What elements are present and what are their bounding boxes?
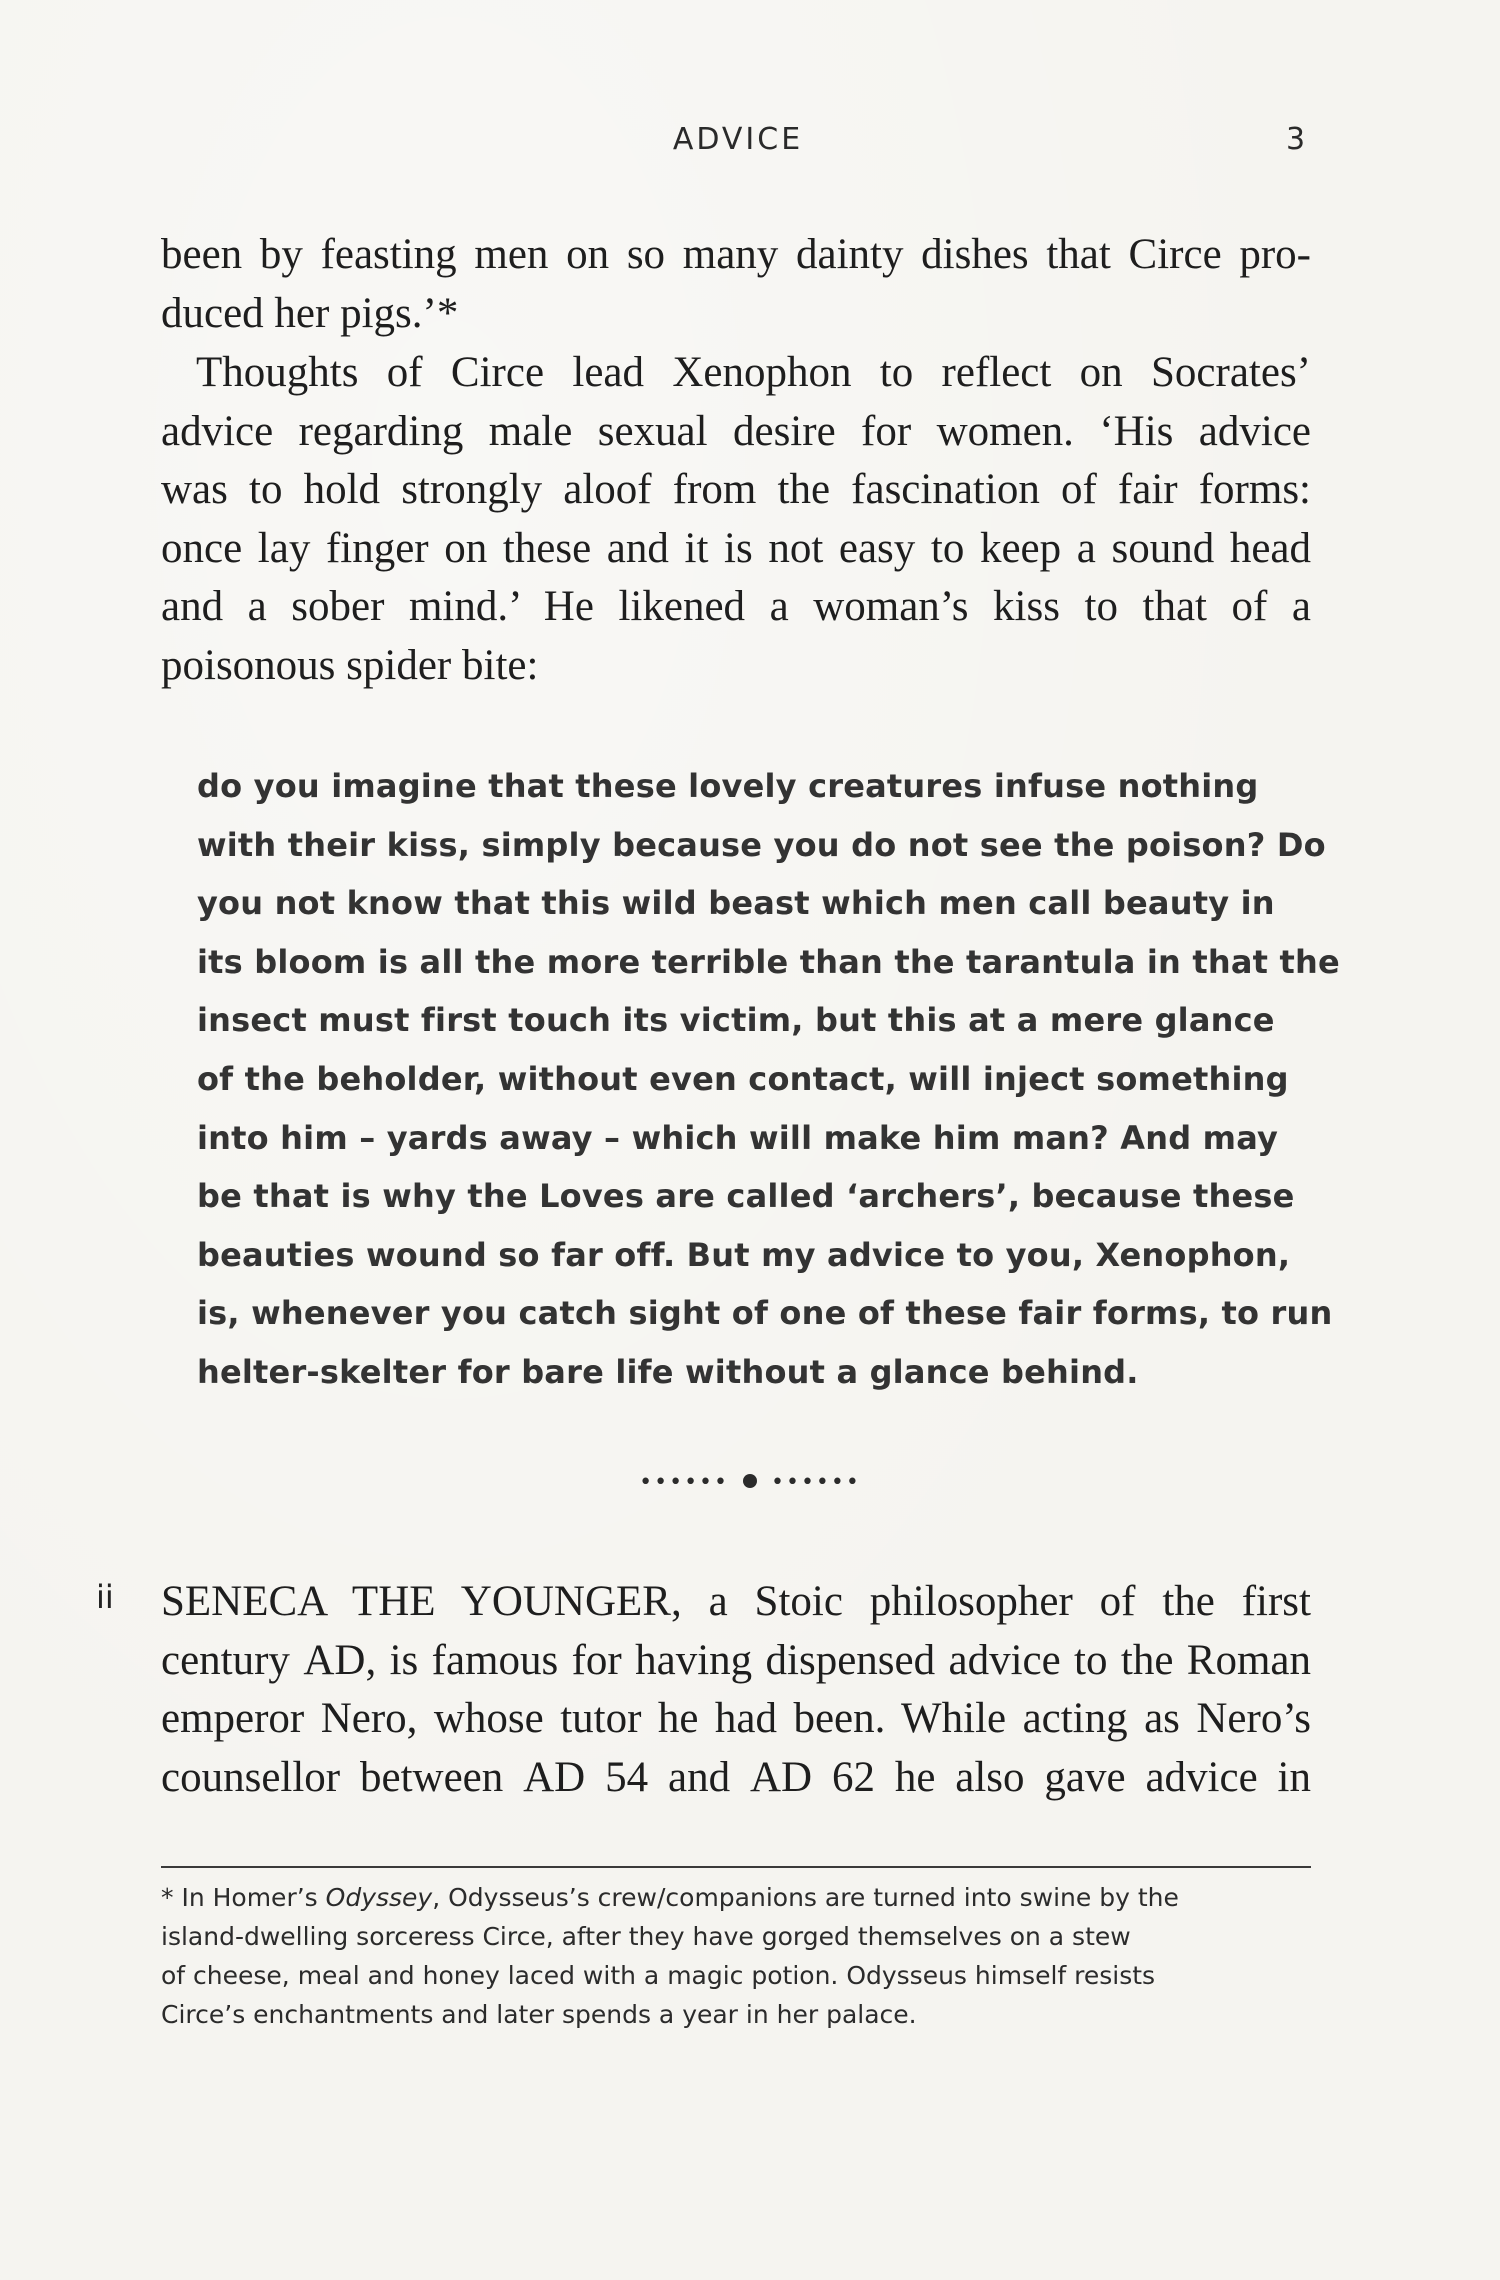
quote-line: do you imagine that these lovely creatures infuse nothing bbox=[197, 767, 1259, 805]
era-abbreviation: AD bbox=[523, 1753, 586, 1801]
divider-dots-right: •••••• bbox=[771, 1470, 861, 1495]
text-fragment: 54 and bbox=[585, 1753, 750, 1801]
work-title: Odyssey bbox=[325, 1883, 433, 1912]
text-line: been by feasting men on so many dainty dishes that Circe pro- bbox=[161, 231, 1311, 278]
text-fragment: 62 he also gave advice in bbox=[812, 1753, 1311, 1801]
running-head bbox=[0, 122, 1500, 162]
footnote-line: Circe’s enchantments and later spends a year in her palace. bbox=[161, 2000, 917, 2029]
text-fragment: counsellor between bbox=[161, 1753, 524, 1801]
text-line: advice regarding male sexual desire for women. ‘His advice bbox=[161, 407, 1311, 455]
text-fragment: century bbox=[161, 1636, 304, 1684]
running-title: ADVICE bbox=[672, 122, 804, 157]
text-fragment: a Stoic philosopher of the first bbox=[681, 1578, 1311, 1625]
paragraph-seneca bbox=[161, 1573, 1311, 1807]
quote-line: insect must first touch its victim, but this at a mere glance bbox=[197, 1001, 1275, 1040]
text-fragment: , is famous for having dispensed advice to the Roman bbox=[365, 1636, 1312, 1684]
paragraph-socrates bbox=[161, 344, 1311, 695]
section-divider-ornament bbox=[0, 1470, 1500, 1495]
section-number: ii bbox=[96, 1578, 114, 1616]
text-fragment: , Odysseus’s crew/companions are turned into swine by the bbox=[432, 1883, 1179, 1912]
text-line bbox=[161, 1573, 1311, 1632]
footnote-line bbox=[161, 1878, 1311, 1917]
divider-dots-left: •••••• bbox=[639, 1470, 729, 1495]
text-line: poisonous spider bite: bbox=[161, 641, 539, 689]
quote-line: beauties wound so far off. But my advice to you, Xenophon, bbox=[197, 1235, 1291, 1274]
footnote bbox=[161, 1878, 1311, 2034]
footnote-divider bbox=[161, 1866, 1311, 1868]
text-line bbox=[161, 1749, 1311, 1808]
text-line: and a sober mind.’ He likened a woman’s kiss to that of a bbox=[161, 583, 1311, 630]
quote-line: you not know that this wild beast which men call beauty in bbox=[197, 884, 1275, 923]
divider-bullet-icon bbox=[743, 1474, 757, 1488]
text-line: duced her pigs.’* bbox=[161, 289, 459, 337]
block-quote bbox=[197, 757, 1340, 1402]
page-number: 3 bbox=[1286, 122, 1306, 157]
quote-line: be that is why the Loves are called ‘archers’, because these bbox=[197, 1177, 1295, 1216]
era-abbreviation: AD bbox=[303, 1636, 366, 1684]
quote-line: with their kiss, simply because you do not see the poison? Do bbox=[197, 825, 1326, 864]
text-line: was to hold strongly aloof from the fascination of fair forms: bbox=[161, 466, 1311, 513]
footnote-marker: * In Homer’s bbox=[161, 1883, 326, 1912]
quote-line: of the beholder, without even contact, will inject something bbox=[197, 1059, 1289, 1098]
text-line: once lay finger on these and it is not easy to keep a sound head bbox=[161, 524, 1311, 572]
quote-line: is, whenever you catch sight of one of these fair forms, to run bbox=[197, 1294, 1333, 1333]
footnote-line: island-dwelling sorceress Circe, after they have gorged themselves on a stew bbox=[161, 1922, 1131, 1951]
quote-line: into him – yards away – which will make him man? And may bbox=[197, 1118, 1279, 1157]
era-abbreviation: AD bbox=[749, 1753, 813, 1801]
paragraph-continuation bbox=[161, 226, 1311, 343]
text-line: emperor Nero, whose tutor he had been. While acting as Nero’s bbox=[161, 1695, 1311, 1742]
quote-line: helter-skelter for bare life without a glance behind. bbox=[197, 1352, 1139, 1391]
footnote-line: of cheese, meal and honey laced with a magic potion. Odysseus himself resists bbox=[161, 1961, 1156, 1990]
text-line: Thoughts of Circe lead Xenophon to reflect on Socrates’ bbox=[196, 349, 1311, 396]
text-line bbox=[161, 1632, 1311, 1691]
section-heading-name: SENECA THE YOUNGER, bbox=[161, 1578, 682, 1625]
quote-line: its bloom is all the more terrible than the tarantula in that the bbox=[197, 942, 1340, 981]
